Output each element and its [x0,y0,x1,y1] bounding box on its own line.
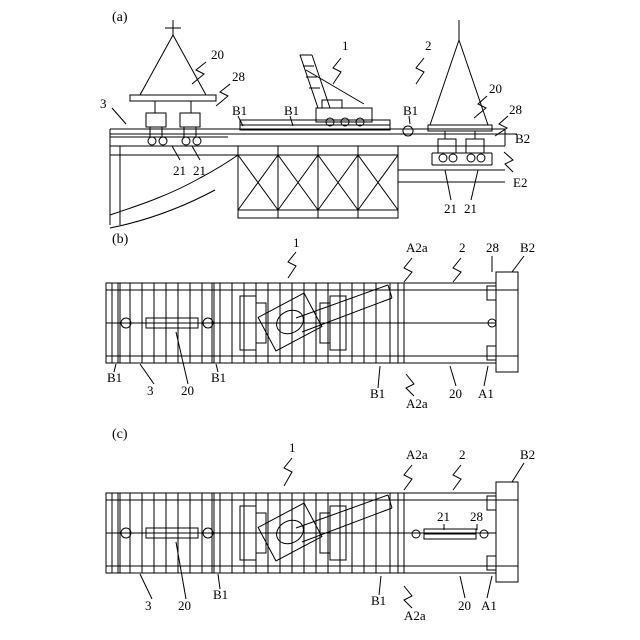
ref-1-c: 1 [289,440,296,455]
ref-20-b2: 20 [449,386,462,401]
ref-a1-c: A1 [481,598,497,613]
ref-20-b1: 20 [181,383,194,398]
ref-28-a2: 28 [509,102,522,117]
ref-20-c1: 20 [178,598,191,613]
ref-28-b: 28 [486,240,499,255]
ref-3-c: 3 [145,598,152,613]
ref-3-b: 3 [147,383,154,398]
ref-2-c: 2 [459,447,466,462]
panel-c-drawing [106,482,518,582]
ref-20-a2: 20 [489,81,502,96]
ref-b2-a: B2 [515,131,531,146]
ref-21-c: 21 [437,509,450,524]
ref-b2-b: B2 [520,240,536,255]
ref-b1-c1: B1 [213,587,229,602]
ref-2-b: 2 [459,240,466,255]
ref-1-a: 1 [342,38,349,53]
ref-b1-b3: B1 [370,386,386,401]
ref-28-c: 28 [470,509,483,524]
ref-21-a1: 21 [173,163,186,178]
ref-b1-a3: B1 [403,103,419,118]
ref-1-b: 1 [293,235,300,250]
ref-28-a1: 28 [232,69,245,84]
ref-a1-b: A1 [478,386,494,401]
ref-2-a: 2 [425,38,432,53]
ref-a2a-b2: A2a [406,396,428,411]
ref-e2-a: E2 [513,175,528,190]
ref-20-c2: 20 [458,598,471,613]
panel-a-drawing [110,20,505,228]
panel-label-a: (a) [112,10,128,25]
ref-b1-a1: B1 [232,103,248,118]
ref-a2a-c2: A2a [404,608,426,623]
leader-lines [112,58,524,608]
panel-label-b: (b) [112,232,129,247]
ref-21-a3: 21 [444,201,457,216]
ref-21-a4: 21 [464,201,477,216]
ref-b1-b1: B1 [107,370,123,385]
ref-3-a: 3 [100,96,107,111]
ref-20-a1: 20 [211,47,224,62]
ref-a2a-c1: A2a [406,447,428,462]
ref-b1-b2: B1 [211,370,227,385]
ref-a2a-b1: A2a [406,240,428,255]
panel-label-c: (c) [112,427,128,442]
ref-b1-a2: B1 [284,103,300,118]
ref-b2-c: B2 [520,447,536,462]
ref-b1-c2: B1 [371,593,387,608]
ref-21-a2: 21 [193,163,206,178]
panel-b-drawing [106,272,518,372]
